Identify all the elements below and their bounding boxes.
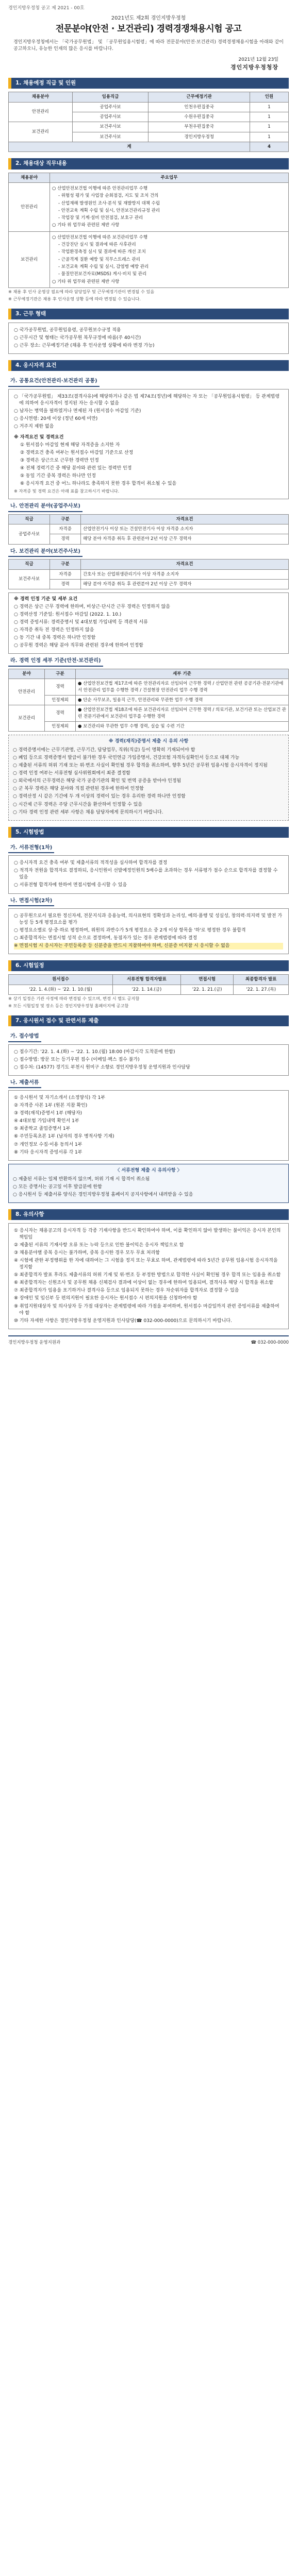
table-cell: 1	[250, 102, 288, 112]
table-header-row	[9, 173, 289, 182]
list-item: ○ 동 기간 내 중복 경력은 하나만 인정함	[14, 635, 96, 641]
list-item: ○ 자격증 취득 전 경력은 인정하지 않음	[14, 628, 94, 633]
subsection-title: 나. 안전관리 분야(공업주사보)	[8, 502, 82, 512]
table-row	[9, 122, 289, 132]
table-cell: 경력	[50, 534, 81, 544]
note-text: ※ 자격증 및 경력 요건은 아래 표를 참고하시기 바랍니다.	[14, 488, 120, 494]
schedule-table	[8, 974, 289, 995]
list-item: ⑥ 응시자격 요건 중 어느 하나라도 충족하지 못한 경우 합격이 취소될 수 있음	[20, 481, 177, 487]
list-item: - 작업장 및 기계·설비 안전점검, 보호구 관리	[58, 215, 143, 221]
table-cell: 자격증	[50, 569, 81, 579]
subsection-title: 가. 공통요건(안전관리·보건관리 공통)	[8, 377, 100, 387]
table-cell: '22. 1. 14.(금)	[113, 985, 181, 994]
list-item: ○ 폐업 등으로 경력증명서 발급이 불가한 경우 국민연금 가입증명서, 건강보험 자격득실확인서 등으로 대체 가능	[13, 755, 240, 761]
application-method-box	[8, 1044, 289, 1076]
table-header: 근무예정기관	[148, 92, 250, 102]
table-cell: 보건주사보	[72, 122, 148, 132]
table-cell: 경력	[45, 679, 76, 696]
table-header: 직급	[9, 514, 50, 524]
cert-title: ※ 자격요건 및 경력요건	[14, 435, 64, 440]
table-header-row	[9, 975, 289, 985]
table-cell: 공업주사보	[9, 524, 50, 545]
subsection-title: 다. 보건관리 분야(보건주사보)	[8, 548, 82, 557]
sub-title: 2021년도 제2회 경인지방우정청	[111, 15, 186, 22]
experience-criteria-table	[8, 669, 289, 732]
table-cell: 경력	[50, 579, 81, 589]
table-cell: ● 보건관리와 무관한 업무 수행 경력, 실습 및 수련 기간	[76, 721, 289, 731]
list-item: ○ 국가공무원법, 공무원임용령, 공무원보수규정 적용	[14, 327, 121, 333]
list-item: ○ 접수기간: '22. 1. 4.(화) ~ '22. 1. 10.(월) 18:00 (마감시각 도착분에 한함)	[14, 1049, 175, 1055]
table-header: 최종합격자 발표	[234, 975, 289, 985]
section-positions	[8, 78, 289, 89]
table-header: 분야	[9, 669, 45, 679]
list-item: ⑥ 최종합격자는 신원조사 및 공무원 채용 신체검사 결과에 이상이 없는 경우에 한하여 임용되며, 결격사유 해당 시 합격을 취소함	[14, 1280, 273, 1286]
total-value: 4	[250, 142, 288, 152]
table-header: 원서접수	[9, 975, 113, 985]
exp-note-title: ※ 경력 인정 기준 및 세부 요건	[14, 597, 78, 602]
table-row	[9, 721, 289, 731]
experience-notes-box	[8, 592, 289, 654]
note-text: ※ 채용 후 인사 운영상 필요에 따라 담당업무 및 근무예정기관이 변경될 수 있음	[8, 289, 155, 294]
table-cell: 간호사 또는 산업위생관리기사 이상 자격증 소지자	[81, 569, 289, 579]
list-item: - 보건교육 계획 수립 및 실시, 감염병 예방 관리	[58, 264, 149, 270]
table-header: 임용직급	[72, 92, 148, 102]
list-item: ○ 경력산정 기준일: 원서접수 마감일 (2022. 1. 10.)	[14, 612, 122, 618]
table-row	[9, 579, 289, 589]
table-cell: ● 산업안전보건법 제18조에 따른 보건관리자로 선임되어 근무한 경력 / 의료기관, 보건기관 또는 산업보건 관련 전문기관에서 보건관리 업무를 수행한 경력	[76, 705, 289, 722]
list-item: - 근골격계 질환 예방 및 직무스트레스 관리	[58, 257, 140, 262]
table-cell	[50, 231, 289, 287]
list-item: ○ 기타 위 업무와 관련된 제반 사항	[52, 223, 120, 228]
list-item: ○ 접수방법: 방문 또는 등기우편 접수 (이메일·팩스 접수 불가)	[14, 1057, 140, 1062]
list-item: ○ 공무원 경력은 해당 분야 직무와 관련된 경우에 한하여 인정함	[14, 643, 143, 649]
table-cell	[50, 182, 289, 231]
section-title: 3. 근무 형태	[8, 309, 289, 319]
table-cell: 공업주사보	[72, 102, 148, 112]
section-application	[8, 1015, 289, 1026]
list-item: ○ 산업안전보건법 이행에 따른 보건관리업무 수행	[52, 234, 148, 240]
list-item: ⑩ 기타 자세한 사항은 경인지방우정청 운영지원과 인사담당(☎ 032-000-0000)으로 문의하시기 바랍니다.	[14, 1318, 232, 1324]
list-item: ② 자격증 사본 1부 (원본 지참 확인)	[14, 1103, 88, 1109]
experience-submission-notes	[8, 735, 289, 820]
table-header-row	[9, 514, 289, 524]
list-item: - 작업환경측정 실시 및 결과에 따른 개선 조치	[58, 249, 146, 255]
list-item: ○ 경력 증빙서류: 경력증명서 및 4대보험 가입내역 등 객관적 서류	[14, 620, 148, 625]
list-item: - 위험성 평가 및 사업장 순회점검, 지도 및 조치 건의	[58, 193, 159, 199]
list-item: - 건강진단 실시 및 결과에 따른 사후관리	[58, 242, 136, 248]
table-cell: 1	[250, 122, 288, 132]
table-header: 직급	[9, 560, 50, 569]
note-text: ※ 모든 시험일정 및 장소 등은 경인지방우정청 홈페이지에 공고함	[8, 1003, 129, 1008]
list-item: ○ 응시원서 등 제출서류 양식은 경인지방우정청 홈페이지 공지사항에서 내려받을 수 있음	[13, 1192, 193, 1197]
table-cell: 보건관리	[9, 705, 45, 732]
table-cell: 산업안전기사 이상 또는 건설안전기사 이상 자격증 소지자	[81, 524, 289, 534]
table-header: 인원	[250, 92, 288, 102]
table-cell: 1	[250, 112, 288, 122]
table-row	[9, 679, 289, 696]
list-item: ② 경력요건 충족 여부는 원서접수 마감일 기준으로 산정	[20, 450, 134, 456]
table-header-row	[9, 92, 289, 102]
duties-table	[8, 173, 289, 288]
health-requirements-table	[8, 559, 289, 589]
table-cell: 보건관리	[9, 231, 50, 287]
announcement-date: 2021년 12월 23일	[238, 57, 278, 63]
total-label: 계	[9, 142, 250, 152]
list-item: ○ 기타 위 업무와 관련된 제반 사항	[52, 279, 120, 284]
issuing-org: 경인지방우정청장	[230, 64, 278, 71]
common-requirements-box	[8, 389, 289, 499]
list-item: ⑤ 최종합격자 발표 후라도 제출서류의 허위 기재 및 위·변조 등 부정한 방법으로 합격한 사실이 확인될 경우 합격 또는 임용을 취소함	[14, 1273, 281, 1278]
list-item: ○ 평정요소별로 상·중·하로 평정하며, 위원의 과반수가 5개 평정요소 중 2개 이상 항목을 '하'로 평정한 경우 불합격	[14, 928, 246, 934]
note-text: ※ 근무예정기관은 채용 후 인사운영 상황 등에 따라 변경될 수 있습니다.	[8, 296, 141, 301]
table-row	[9, 102, 289, 112]
list-item: ○ 경력 인정 여부는 서류전형 심사위원회에서 최종 결정함	[13, 771, 130, 776]
list-item: ③ 경력(재직)증명서 1부 (해당자)	[14, 1111, 82, 1116]
list-item: ○ 근무 장소: 근무예정기관 (채용 후 인사운영 상황에 따라 변경 가능)	[14, 343, 155, 349]
list-item: ③ 경력은 상근으로 근무한 경력만 인정	[20, 458, 99, 464]
list-item: ○ 외국에서의 근무경력은 해당 국가 공증기관의 확인 및 번역 공증을 받아야 인정됨	[13, 778, 182, 784]
subsection-title: 나. 면접시험(2차)	[8, 897, 54, 907]
list-item: ⑦ 개인정보 수집·이용 동의서 1부	[14, 1142, 82, 1147]
list-item: ○ 거주지 제한 없음	[14, 424, 54, 429]
table-header: 구분	[50, 560, 81, 569]
table-cell: 안전관리	[9, 182, 50, 231]
title-block	[8, 15, 289, 35]
section-title: 8. 유의사항	[8, 1209, 289, 1220]
list-item: ○ 공무원으로서 필요한 정신자세, 전문지식과 응용능력, 의사표현의 정확성과 논리성, 예의·품행 및 성실성, 창의력·의지력 및 발전 가능성 등 5개 평정요소를 평가	[14, 913, 283, 926]
work-type-box	[8, 323, 289, 354]
list-item: ④ 전체 경력기간 중 해당 분야와 관련 있는 경력만 인정	[20, 466, 132, 471]
date-block	[8, 57, 289, 72]
list-item: ⑨ 취업지원대상자 및 의사상자 등 가점 대상자는 관계법령에 따라 가점을 부여하며, 원서접수 마감일까지 관련 증빙서류를 제출하여야 함	[14, 1303, 279, 1316]
list-item: ○ 근무시간 및 형태는 국가공무원 복무규정에 따름(주 40시간)	[14, 335, 141, 341]
table-cell: ● 산업안전보건법 제17조에 따른 안전관리자로 선임되어 근무한 경력 / 산업안전 관련 공공기관·전문기관에서 안전관리 업무를 수행한 경력 / 건설현장 안전관리 업무 수행 경력	[76, 679, 289, 696]
table-row	[9, 231, 289, 287]
list-item: ⑧ 기타 응시자격 증빙서류 각 1부	[14, 1149, 82, 1155]
main-title: 전문분야(안전 · 보건관리) 경력경쟁채용시험 공고	[55, 23, 242, 34]
list-item: ○ 경력산정 시 같은 기간에 두 개 이상의 경력이 있는 경우 유리한 경력 하나만 인정함	[13, 794, 186, 800]
table-header: 자격요건	[81, 560, 289, 569]
table-cell: 안전관리	[9, 102, 73, 122]
section-duties	[8, 158, 289, 169]
safety-requirements-table	[8, 514, 289, 545]
list-item: ○ 최종합격자는 면접시험 성적 순으로 결정하며, 동점자가 있는 경우 관계법령에 따라 결정	[14, 936, 197, 941]
list-item: ② 제출된 서류의 기재사항 오류 또는 누락 등으로 인한 불이익은 응시자 책임으로 함	[14, 1243, 184, 1248]
footer-org: 경인지방우정청 운영지원과	[8, 1340, 61, 1345]
footer-phone: ☎ 032-000-0000	[251, 1340, 289, 1345]
table-header-row	[9, 669, 289, 679]
list-item: ○ 응시연령: 20세 이상 (정년 60세 미만)	[14, 416, 98, 421]
table-header: 면접시험	[180, 975, 233, 985]
list-item: ○ 산업안전보건법 이행에 따른 안전관리업무 수행	[52, 185, 148, 191]
table-cell: 해당 분야 자격증 취득 후 관련분야 2년 이상 근무 경력자	[81, 534, 289, 544]
table-cell: '22. 1. 4.(화) ~ '22. 1. 10.(월)	[9, 985, 113, 994]
list-item: ④ 시험에 관한 부정행위를 한 자에 대하여는 그 시험을 정지 또는 무효로 하며, 관계법령에 따라 5년간 공무원 임용시험 응시자격을 정지함	[14, 1258, 278, 1270]
list-item: - 물질안전보건자료(MSDS) 게시·비치 및 관리	[58, 272, 147, 277]
section-title: 2. 채용대상 직무내용	[8, 158, 289, 169]
list-item: ○ 시간제 근무 경력은 주당 근무시간을 환산하여 인정할 수 있음	[13, 802, 142, 807]
subsection-title: 가. 접수방법	[8, 1032, 41, 1042]
box-title: 〈 서류전형 제출 시 유의사항 〉	[115, 1167, 182, 1173]
section-title: 7. 응시원서 접수 및 관련서류 제출	[8, 1015, 289, 1026]
list-item: ○ 제출된 서류는 일체 반환하지 않으며, 허위 기재 시 합격이 취소됨	[13, 1176, 150, 1182]
box-title: ※ 경력(재직)증명서 제출 시 유의 사항	[108, 739, 189, 744]
list-item: ○ 모든 증명서는 공고일 이후 발급분에 한함	[13, 1184, 102, 1190]
table-row	[9, 985, 289, 994]
table-row	[9, 524, 289, 534]
section-schedule	[8, 960, 289, 971]
section-work-type	[8, 309, 289, 319]
table-cell: 경력	[45, 705, 76, 722]
list-item: ○ 경력은 상근 근무 경력에 한하며, 비상근·단시간 근무 경력은 인정하지 않음	[14, 604, 171, 610]
table-cell: ● 단순 사무보조, 일용직 근무, 안전관리와 무관한 업무 수행 경력	[76, 695, 289, 705]
list-item: ○ 기타 경력 인정 관련 세부 사항은 채용 담당자에게 문의하시기 바랍니다.	[13, 809, 163, 815]
table-cell: 보건관리	[9, 122, 73, 142]
note-text: ※ 상기 일정은 기관 사정에 따라 변경될 수 있으며, 변경 시 별도 공지함	[8, 996, 140, 1002]
table-cell: 자격증	[50, 524, 81, 534]
table-header-row	[9, 560, 289, 569]
list-item: ○ 적격자 전원을 합격자로 결정하되, 응시인원이 선발예정인원의 5배수를 초과하는 경우 서류평가 점수 순으로 합격자를 결정할 수 있음	[14, 868, 278, 880]
list-item: ⑦ 최종합격자가 임용을 포기하거나 결격사유 등으로 임용되지 못하는 경우 차순위자를 합격자로 결정할 수 있음	[14, 1288, 239, 1294]
table-row	[9, 569, 289, 579]
table-cell: 1	[250, 132, 288, 142]
list-item: ○ 남자는 병역을 필하였거나 면제된 자 (원서접수 마감일 기준)	[14, 408, 141, 414]
interview-box	[8, 908, 289, 954]
list-item: - 산업재해 발생원인 조사·분석 및 재발방지 대책 수립	[58, 200, 160, 206]
table-cell: 보건주사보	[72, 132, 148, 142]
table-cell: 경인지방우정청	[148, 132, 250, 142]
section-exam-method	[8, 827, 289, 838]
table-cell: 인정제외	[45, 695, 76, 705]
document-screening-box	[8, 855, 289, 893]
list-item: ○ 접수처: (14577) 경기도 부천시 원미구 소향로 경인지방우정청 운영지원과 인사담당	[14, 1064, 190, 1070]
list-item: ○ 제출된 서류의 허위 기재 또는 위·변조 사실이 확인될 경우 합격을 취소하며, 향후 5년간 공무원 임용시험 응시자격이 정지됨	[13, 763, 268, 769]
table-row	[9, 182, 289, 231]
section-title: 4. 응시자격 요건	[8, 360, 289, 371]
list-item: ○ 군 복무 경력은 해당 분야와 직접 관련된 경우에 한하여 인정함	[13, 786, 144, 792]
table-cell: 공업주사보	[72, 112, 148, 122]
list-item: ④ 4대보험 가입내역 확인서 1부	[14, 1118, 79, 1124]
list-item: ○ 서류전형 합격자에 한하여 면접시험에 응시할 수 있음	[14, 883, 127, 888]
table-cell: 인천우편집중국	[148, 102, 250, 112]
table-cell: 보건주사보	[9, 569, 50, 589]
section-title: 1. 채용예정 직급 및 인원	[8, 78, 289, 89]
section-title: 6. 시험일정	[8, 960, 289, 971]
table-header: 서류전형 합격자발표	[113, 975, 181, 985]
list-item: - 안전교육 계획 수립 및 실시, 안전보건관리규정 관리	[58, 208, 160, 213]
submission-notes-box	[8, 1164, 289, 1203]
list-item: ⑤ 동일 기간 중복 경력은 하나만 인정	[20, 473, 96, 479]
table-row	[9, 705, 289, 722]
table-header: 구분	[50, 514, 81, 524]
highlight-note: ※ 면접시험 시 응시자는 주민등록증 등 신분증을 반드시 지참하여야 하며, 신분증 미지참 시 응시할 수 없음	[14, 943, 283, 950]
table-header: 세부 기준	[76, 669, 289, 679]
list-item: ○ 경력증명서에는 근무기관명, 근무기간, 담당업무, 직위(직급) 등이 명확히 기재되어야 함	[13, 748, 195, 753]
section-eligibility	[8, 360, 289, 371]
list-item: ○ 응시자격 요건 충족 여부 및 제출서류의 적격성을 심사하여 합격자를 결정	[14, 860, 168, 866]
footer	[8, 1335, 289, 1346]
subsection-title: 라. 경력 인정 세부 기준(안전·보건관리)	[8, 657, 103, 667]
table-cell: '22. 1. 27.(목)	[234, 985, 289, 994]
list-item: ① 응시원서 및 자기소개서 (소정양식) 각 1부	[14, 1095, 106, 1101]
list-item: ③ 채용분야별 중복 응시는 불가하며, 중복 응시한 경우 모두 무효 처리함	[14, 1250, 160, 1256]
table-header: 주요업무	[50, 173, 289, 182]
positions-table	[8, 92, 289, 152]
table-row	[9, 695, 289, 705]
table-header: 자격요건	[81, 514, 289, 524]
table-total-row	[9, 142, 289, 152]
list-item: ⑧ 장애인 및 임신부 등 편의지원이 필요한 응시자는 원서접수 시 편의지원을 신청하여야 함	[14, 1296, 197, 1301]
list-item: ⑤ 최종학교 졸업증명서 1부	[14, 1126, 71, 1132]
table-header: 구분	[45, 669, 76, 679]
list-item: ⑥ 주민등록초본 1부 (남자의 경우 병적사항 기재)	[14, 1134, 114, 1140]
table-cell: '22. 1. 21.(금)	[180, 985, 233, 994]
announcement-number: 경인지방우정청 공고 제 2021 - 00호	[8, 6, 85, 11]
table-cell: 안전관리	[9, 679, 45, 705]
intro-text: 경인지방우정청에서는 「국가공무원법」 및 「공무원임용시험령」에 따라 전문분야(안전·보건관리) 경력경쟁채용시험을 아래와 같이 공고하오니, 유능한 인재의 많은 응시를 바랍니다.	[13, 40, 284, 52]
section-title: 5. 시험방법	[8, 827, 289, 838]
required-documents-box	[8, 1090, 289, 1160]
table-cell: 해당 분야 자격증 취득 후 관련분야 2년 이상 근무 경력자	[81, 579, 289, 589]
cautions-box	[8, 1223, 289, 1329]
table-cell: 수원우편집중국	[148, 112, 250, 122]
list-item: ① 응시자는 채용공고의 응시자격 등 각종 기재사항을 반드시 확인하여야 하며, 이를 확인하지 않아 발생하는 불이익은 응시자 본인의 책임임	[14, 1228, 281, 1241]
list-item: ① 원서접수 마감일 현재 해당 자격증을 소지한 자	[20, 443, 120, 448]
table-cell: 부천우편집중국	[148, 122, 250, 132]
table-header: 채용분야	[9, 173, 50, 182]
list-item: ○ 「국가공무원법」 제33조(결격사유)에 해당하거나 같은 법 제74조(정년)에 해당하는 자 또는 「공무원임용시험령」 등 관계법령에 의하여 응시자격이 정지된 자는 응시할 수 없음	[14, 394, 280, 406]
subsection-title: 나. 제출서류	[8, 1079, 41, 1089]
subsection-title: 가. 서류전형(1차)	[8, 844, 54, 854]
table-header: 채용분야	[9, 92, 73, 102]
table-cell: 인정제외	[45, 721, 76, 731]
table-row	[9, 534, 289, 544]
section-cautions	[8, 1209, 289, 1220]
